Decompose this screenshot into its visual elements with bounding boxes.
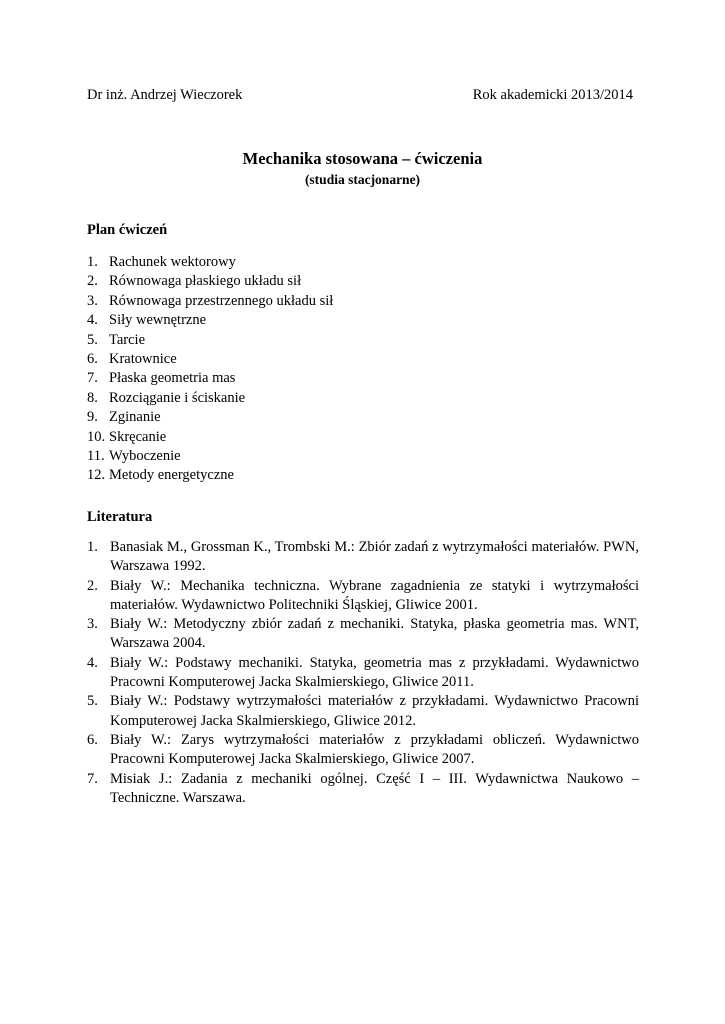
plan-item xyxy=(87,292,333,311)
plan-list xyxy=(87,253,333,486)
plan-item-number: 2. xyxy=(87,273,98,290)
plan-item-number: 3. xyxy=(87,292,98,309)
plan-item xyxy=(87,447,333,466)
literature-item xyxy=(87,770,639,809)
literature-item-number: 4. xyxy=(87,654,98,671)
academic-year: Rok akademicki 2013/2014 xyxy=(472,87,633,103)
literature-item-text: Biały W.: Zarys wytrzymałości materiałów z przykładami obliczeń. Wydawnictwo Pracowni Komputerowej Jacka Skalmierskiego, Gliwice 2007. xyxy=(110,731,639,768)
literature-item-text: Misiak J.: Zadania z mechaniki ogólnej. Część I – III. Wydawnictwa Naukowo – Techniczne. Warszawa. xyxy=(110,770,639,806)
literature-item xyxy=(87,577,639,616)
literature-item xyxy=(87,615,639,654)
literature-item-text: Biały W.: Podstawy mechaniki. Statyka, geometria mas z przykładami. Wydawnictwo Pracowni Komputerowej Jacka Skalmierskiego, Gliwice 2011. xyxy=(110,654,639,691)
author-name: Dr inż. Andrzej Wieczorek xyxy=(87,87,243,103)
plan-item-number: 4. xyxy=(87,312,98,329)
literature-item-number: 6. xyxy=(87,731,98,748)
plan-item-number: 12. xyxy=(87,467,106,484)
plan-item-text: Siły wewnętrzne xyxy=(109,312,207,329)
literature-item-text: Biały W.: Mechanika techniczna. Wybrane zagadnienia ze statyki i wytrzymałości materiałów. Wydawnictwo Politechniki Śląskiej, Gliwice 2001. xyxy=(110,577,639,613)
plan-item xyxy=(87,466,333,485)
plan-item xyxy=(87,311,333,330)
plan-item xyxy=(87,389,333,408)
literature-item-number: 2. xyxy=(87,577,98,594)
plan-item xyxy=(87,350,333,369)
plan-item-number: 6. xyxy=(87,350,98,367)
plan-item xyxy=(87,428,333,447)
literature-item-text: Biały W.: Podstawy wytrzymałości materiałów z przykładami. Wydawnictwo Pracowni Komputerowej Jacka Skalmierskiego, Gliwice 2012. xyxy=(110,693,639,729)
plan-item-number: 5. xyxy=(87,331,98,348)
page-header xyxy=(87,86,633,104)
plan-item-text: Równowaga przestrzennego układu sił xyxy=(109,292,334,309)
plan-item-text: Metody energetyczne xyxy=(109,467,234,484)
plan-heading: Plan ćwiczeń xyxy=(87,222,168,238)
literature-item-number: 7. xyxy=(87,770,98,787)
literature-item xyxy=(87,538,639,577)
plan-item-number: 8. xyxy=(87,389,98,406)
plan-item xyxy=(87,369,333,388)
plan-item xyxy=(87,253,333,272)
plan-item xyxy=(87,408,333,427)
plan-item-text: Rachunek wektorowy xyxy=(109,254,236,270)
literature-item xyxy=(87,692,639,731)
document-title: Mechanika stosowana – ćwiczenia xyxy=(242,149,483,168)
plan-item-number: 11. xyxy=(87,447,105,464)
literature-heading: Literatura xyxy=(87,509,153,525)
plan-item xyxy=(87,331,333,350)
plan-item-text: Zginanie xyxy=(109,409,161,426)
plan-item-text: Kratownice xyxy=(109,350,177,367)
plan-item-text: Równowaga płaskiego układu sił xyxy=(109,273,302,290)
plan-item-number: 10. xyxy=(87,428,106,445)
literature-item xyxy=(87,654,639,693)
document-subtitle: (studia stacjonarne) xyxy=(304,172,421,187)
literature-item-number: 5. xyxy=(87,693,98,710)
plan-item-text: Tarcie xyxy=(109,331,146,348)
plan-item-text: Płaska geometria mas xyxy=(109,370,236,387)
literature-list xyxy=(87,538,639,808)
literature-item xyxy=(87,731,639,770)
plan-item-number: 7. xyxy=(87,370,98,387)
literature-item-number: 1. xyxy=(87,539,98,555)
literature-item-text: Banasiak M., Grossman K., Trombski M.: Zbiór zadań z wytrzymałości materiałów. PWN, Warszawa 1992. xyxy=(110,539,639,575)
plan-item-text: Skręcanie xyxy=(109,428,167,445)
literature-item-text: Biały W.: Metodyczny zbiór zadań z mechaniki. Statyka, płaska geometria mas. WNT, Warszawa 2004. xyxy=(110,616,639,652)
literature-item-number: 3. xyxy=(87,616,98,633)
plan-item-number: 1. xyxy=(87,254,98,270)
plan-item-text: Rozciąganie i ściskanie xyxy=(109,389,246,406)
plan-item xyxy=(87,272,333,291)
plan-item-text: Wyboczenie xyxy=(109,447,181,464)
plan-item-number: 9. xyxy=(87,409,98,426)
